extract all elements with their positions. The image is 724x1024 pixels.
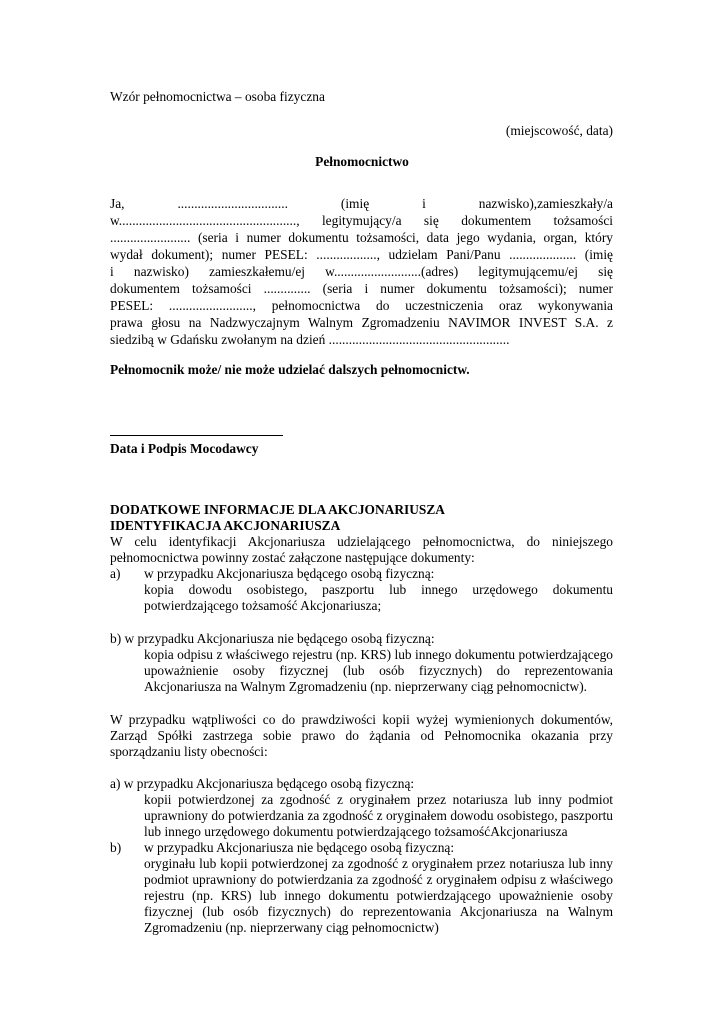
list-item-detail: podmiot uprawniony do potwierdzania za zgodność z oryginałem odpisu z właściwego [144, 872, 613, 887]
body-line: Ja, ................................. (imię i nazwisko),zamieszkały/a [110, 196, 613, 211]
intro-line: pełnomocnictwa powinny zostać załączone następujące dokumenty: [110, 550, 475, 565]
body-line: wydał dokument); numer PESEL: .................., udzielam Pani/Panu .................... (imię [110, 247, 613, 262]
signature-label: Data i Podpis Mocodawcy [110, 441, 259, 456]
body-line: prawa głosu na Nadzwyczajnym Walnym Zgromadzeniu NAVIMOR INVEST S.A. z [110, 315, 613, 330]
body-line: siedzibą w Gdańsku zwołanym na dzień ...................................................... [110, 332, 510, 347]
place-date-label: (miejscowość, data) [505, 123, 613, 138]
body-line: ........................ (seria i numer dokumentu tożsamości, data jego wydania, organ, który [110, 230, 613, 245]
body-line: PESEL: ........................., pełnomocnictwa do uczestniczenia oraz wykonywania [110, 298, 613, 313]
list-item-detail: Akcjonariusza na Walnym Zgromadzeniu (np. nieprzerwany ciąg pełnomocnictw). [144, 679, 588, 694]
info-subheading: IDENTYFIKACJA AKCJONARIUSZA [110, 518, 341, 533]
intro-line: W celu identyfikacji Akcjonariusza udzielającego pełnomocnictwa, do niniejszego [110, 534, 613, 549]
info-heading: DODATKOWE INFORMACJE DLA AKCJONARIUSZA [110, 502, 445, 517]
list-item-text: a) w przypadku Akcjonariusza będącego osobą fizyczną: [110, 776, 415, 791]
delegation-note: Pełnomocnik może/ nie może udzielać dalszych pełnomocnictw. [110, 362, 470, 377]
body-line: dokumentem tożsamości .............. (seria i numer dokumentu tożsamości); numer [110, 281, 613, 296]
list-item-detail: kopii potwierdzonej za zgodność z oryginałem przez notariusza lub inny podmiot [144, 792, 613, 807]
doubt-line: Zarząd Spółki zastrzega sobie prawo do żądania od Pełnomocnika okazania przy [110, 728, 613, 743]
list-marker: b) [110, 840, 122, 855]
body-line: w....................................................., legitymujący/a się dokumentem tożsamości [110, 213, 613, 228]
list-item-detail: potwierdzającego tożsamość Akcjonariusza; [144, 598, 382, 613]
list-item-detail: uprawniony do potwierdzania za zgodność z oryginałem dowodu osobistego, paszportu [144, 808, 613, 823]
list-item-detail: fizycznej (lub osób fizycznych) do reprezentowania Akcjonariusza na Walnym [144, 904, 613, 919]
list-item-detail: lub innego urzędowego dokumentu potwierdzającego tożsamośćAkcjonariusza [144, 824, 568, 839]
list-item-text: b) w przypadku Akcjonariusza nie będącego osobą fizyczną: [110, 631, 435, 646]
signature-line [110, 435, 283, 436]
list-item-detail: upoważnienie osoby fizycznej (lub osób fizycznych) do reprezentowania [144, 663, 613, 678]
list-item-text: w przypadku Akcjonariusza nie będącego osobą fizyczną: [144, 840, 455, 855]
form-title: Wzór pełnomocnictwa – osoba fizyczna [110, 89, 325, 104]
doubt-line: sporządzaniu listy obecności: [110, 744, 268, 759]
list-item-detail: oryginału lub kopii potwierdzonej za zgodność z oryginałem przez notariusza lub inny [144, 856, 613, 871]
document-title: Pełnomocnictwo [315, 154, 409, 169]
list-marker: a) [110, 566, 121, 581]
list-item-text: w przypadku Akcjonariusza będącego osobą fizyczną: [144, 566, 435, 581]
list-item-detail: kopia odpisu z właściwego rejestru (np. KRS) lub innego dokumentu potwierdzającego [144, 647, 613, 662]
body-line: i nazwisko) zamieszkałemu/ej w..........................(adres) legitymującemu/ej się [110, 264, 613, 279]
list-item-detail: rejestru (np. KRS) lub innego dokumentu potwierdzającego upoważnienie osoby [144, 888, 613, 903]
list-item-detail: kopia dowodu osobistego, paszportu lub innego urzędowego dokumentu [144, 582, 613, 597]
doubt-line: W przypadku wątpliwości co do prawdziwości kopii wyżej wymienionych dokumentów, [110, 712, 613, 727]
list-item-detail: Zgromadzeniu (np. nieprzerwany ciąg pełnomocnictw) [144, 920, 439, 935]
